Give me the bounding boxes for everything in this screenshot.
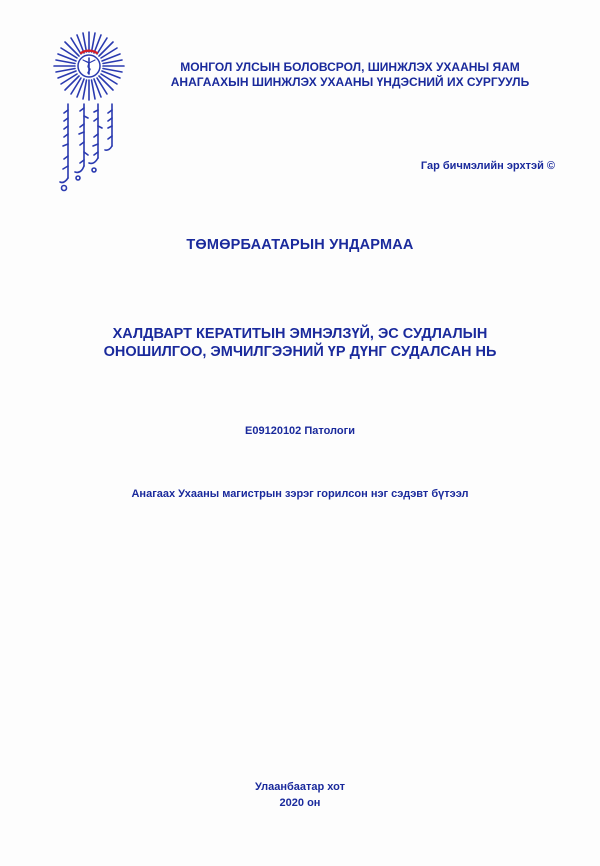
copyright-notice: Гар бичмэлийн эрхтэй © — [420, 160, 555, 172]
year: 2020 он — [279, 797, 321, 809]
thesis-title-line-2: ОНОШИЛГОО, ЭМЧИЛГЭЭНИЙ ҮР ДҮНГ СУДАЛСАН НЬ — [103, 344, 497, 360]
mongolian-script-name-icon — [54, 100, 122, 200]
university-emblem-icon — [52, 30, 126, 102]
degree-statement: Анагаах Ухааны магистрын зэрэг горилсон нэг сэдэвт бүтээл — [131, 488, 469, 500]
specialty-code: E09120102 Патологи — [245, 425, 355, 437]
ministry-name: МОНГОЛ УЛСЫН БОЛОВСРОЛ, ШИНЖЛЭХ УХААНЫ ЯАМ — [180, 60, 520, 74]
author-name: ТӨМӨРБААТАРЫН УНДАРМАА — [186, 237, 414, 253]
thesis-title-line-1: ХАЛДВАРТ КЕРАТИТЫН ЭМНЭЛЗҮЙ, ЭС СУДЛАЛЫН — [112, 326, 488, 342]
university-name: АНАГААХЫН ШИНЖЛЭХ УХААНЫ ҮНДЭСНИЙ ИХ СУРГУУЛЬ — [170, 75, 530, 89]
place-and-year — [0, 779, 600, 811]
institution-header — [150, 60, 550, 90]
thesis-title — [40, 325, 560, 361]
city: Улаанбаатар хот — [254, 781, 345, 793]
